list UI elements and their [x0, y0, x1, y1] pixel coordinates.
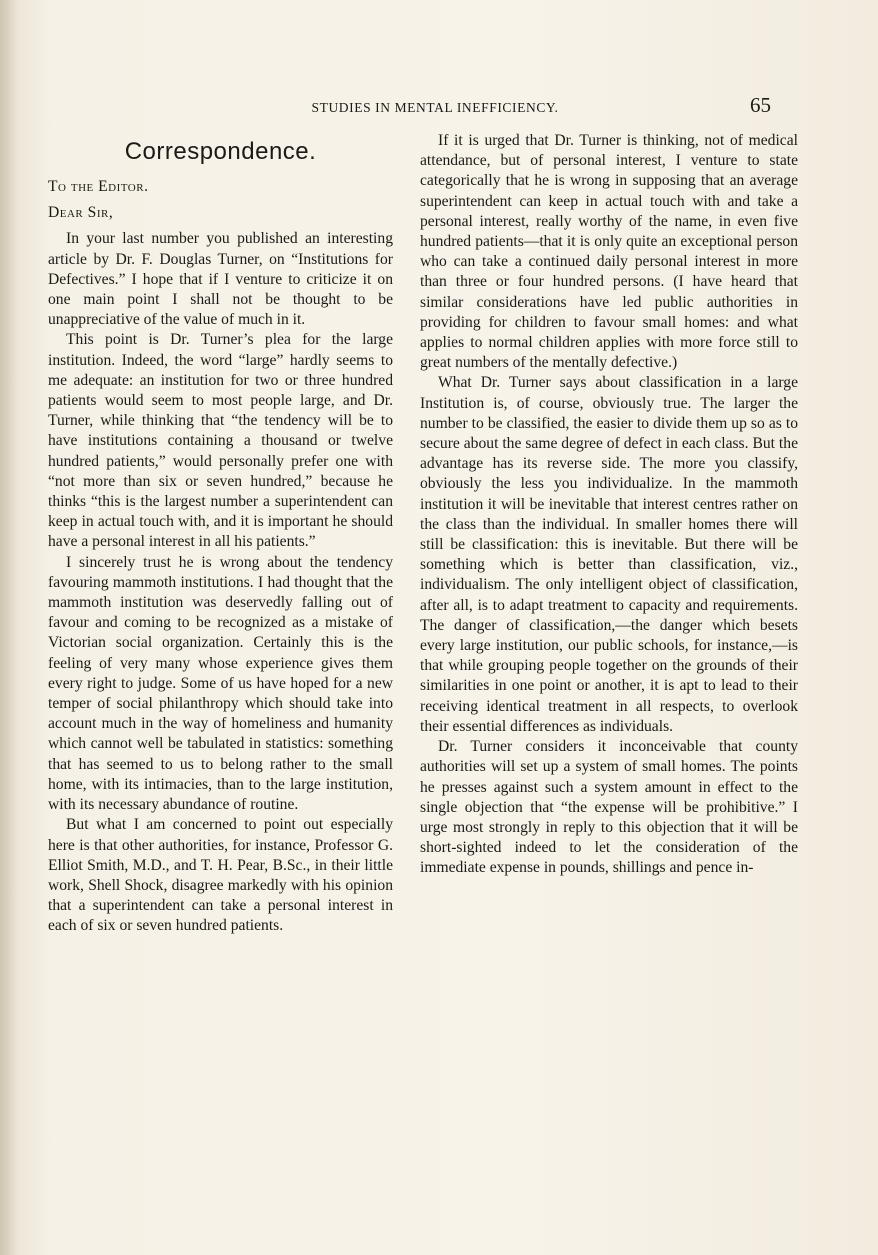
paragraph: I sincerely trust he is wrong about the tendency favouring mammoth institutions. I had thought that the mammoth institution was deservedly falling out of favour and coming to be recognized as a mistake of Victorian social organization. Certainly this is the feeling of very many whose experience gives them every right to judge. Some of us have hoped for a new temper of social philanthropy which should take into account much in the way of homeliness and humanity which cannot well be tabulated in statistics: something that has seemed to us to belong rather to the small home, with its intimacies, than to the large institution, with its necessary abundance of routine.	[48, 553, 393, 814]
running-head: STUDIES IN MENTAL INEFFICIENCY.	[311, 100, 559, 115]
paragraph: But what I am concerned to point out especially here is that other authorities, for instance, Professor G. Elliot Smith, M.D., and T. H. Pear, B.Sc., in their little work, Shell Shock, disagree markedly with his opinion that a superintendent can take a personal interest in each of six or seven hundred patients.	[48, 816, 393, 935]
paragraph: In your last number you published an interesting article by Dr. F. Douglas Turner, on “Institutions for Defectives.” I hope that if I venture to criticize it on one main point I shall not be thought to be unappreciative of the value of much in it.	[48, 230, 393, 329]
left-column	[48, 131, 393, 937]
paragraph: This point is Dr. Turner’s plea for the large institution. Indeed, the word “large” hardly seems to me adequate: an institution for two or three hundred patients would seem to most people large, and Dr. Turner, while thinking that “the tendency will be to have institutions containing a thousand or twelve hundred patients,” would personally prefer one with “not more than six or seven hundred,” because he thinks “this is the largest number a superintendent can keep in actual touch with, and it is important he should have a personal interest in all his patients.”	[48, 331, 393, 551]
paragraph: What Dr. Turner says about classification in a large Institution is, of course, obviously true. The larger the number to be classified, the easier to divide them up so as to secure about the same degree of defect in each class. But the advantage has its reverse side. The more you classify, obviously the less you individualize. In the mammoth institution it will be inevitable that interest centres rather on the class than the individual. In smaller homes there will still be classification: this is inevitable. But there will be something which is better than classification, viz., individualism. The only intelligent object of classification, after all, is to adapt treatment to capacity and requirements. The danger of classification,—the danger which besets every large institution, our public schools, for instance,—is that while grouping people together on the grounds of their similarities in one point or another, it is apt to lead to their receiving identical treatment in all respects, to overlook their essential differences as individuals.	[420, 374, 798, 735]
paragraph: If it is urged that Dr. Turner is thinking, not of medical attendance, but of personal interest, I venture to state categorically that he is wrong in supposing that an average superintendent can keep in actual touch with and take a personal interest, really worthy of the name, in even five hundred patients—that it is only quite an exceptional person who can take a continued daily personal interest in more than three or four hundred persons. (I have heard that similar considerations have led public authorities in providing for children to favour small homes: and what applies to normal children applies with more force still to great numbers of the mentally defective.)	[420, 132, 798, 372]
salutation-line: Dear Sir,	[48, 204, 114, 222]
addressee-line: To the Editor.	[48, 178, 149, 195]
paragraph: Dr. Turner considers it inconceivable that county authorities will set up a system of small homes. The points he presses against such a system amount in effect to the single objection that “the expense will be prohibitive.” I urge most strongly in reply to this objection that it will be short-sighted indeed to let the consideration of the immediate expense in pounds, shillings and pence in-	[420, 738, 798, 877]
page-number: 65	[750, 93, 771, 117]
right-column	[420, 131, 798, 879]
binding-shadow	[0, 0, 18, 1255]
article-title: Correspondence.	[124, 138, 317, 165]
